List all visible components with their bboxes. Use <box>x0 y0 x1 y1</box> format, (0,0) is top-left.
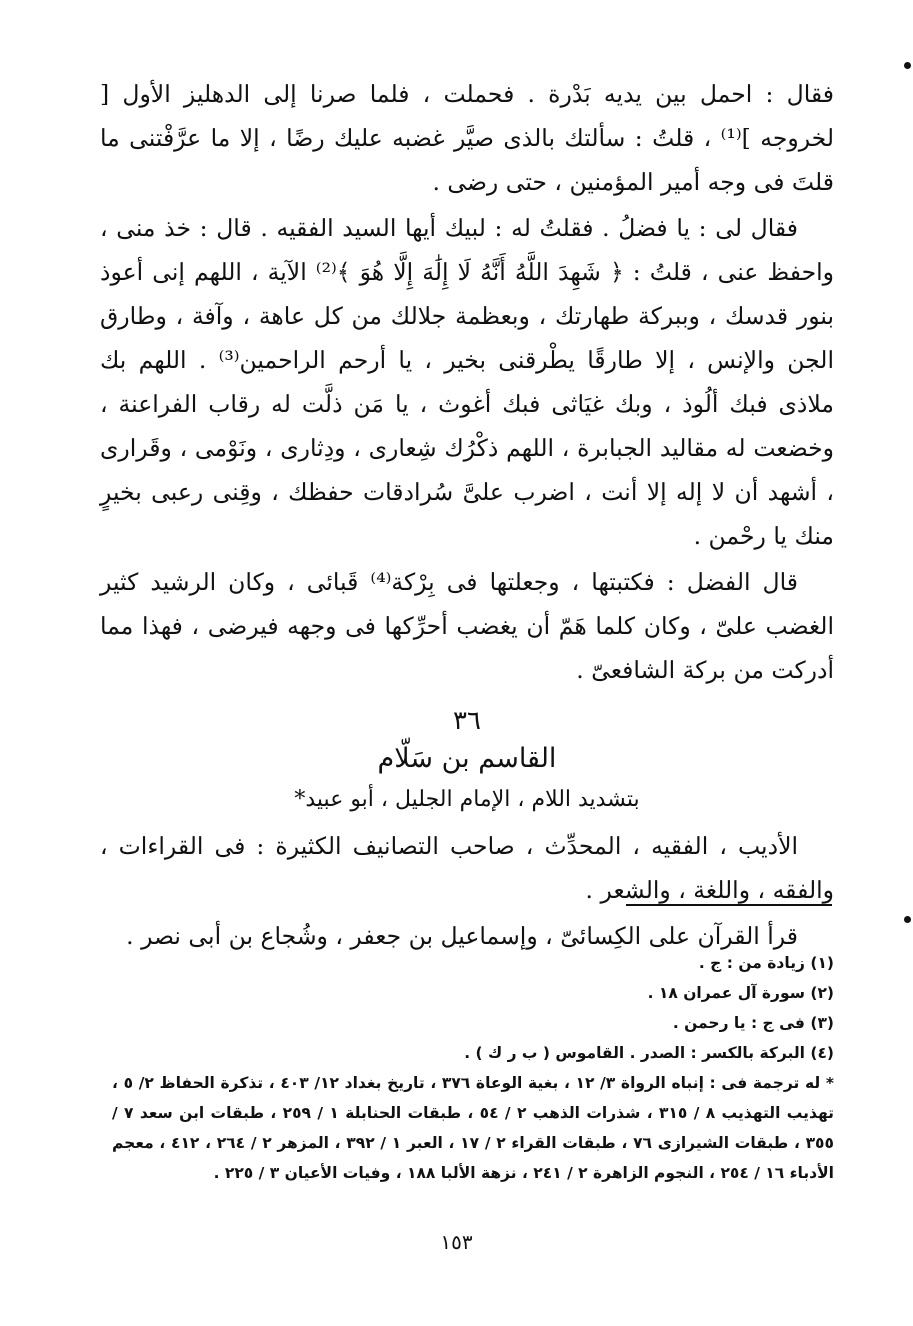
body-paragraph-2: فقال لى : يا فضلُ . فقلتُ له : لبيك أيها السيد الفقيه . قال : خذ منى ، واحفظ عنى ، قلتُ : ﴿ شَهِدَ اللَّهُ أَنَّهُ لَا إِلَٰهَ إِلَّا هُوَ ﴾⁽²⁾ الآية ، اللهم إنى أعوذ بنور قدسك ، وببركة طهارتك ، وبعظمة جلالك من كل عاهة ، وآفة ، وطارق الجن والإنس ، إلا طارقًا يطْرقنى بخير ، يا أرحم الراحمين⁽³⁾ . اللهم بك ملاذى فبك ألُوذ ، وبك غيَاثى فبك أغوث ، يا مَن ذلَّت له رقاب الفراعنة ، وخضعت له مقاليد الجبابرة ، اللهم ذكْرُك شِعارى ، ودِثارى ، ونَوْمى ، وقَرارى ، أشهد أن لا إله إلا أنت ، اضرب علىَّ سُرادقات حفظك ، وقِنى رعبى بخيرٍ منك يا رحْمن . <box>100 214 835 550</box>
footnote-divider <box>626 904 832 906</box>
page-number: ١٥٣ <box>440 1230 473 1254</box>
footnote-4: (٤) البركة بالكسر : الصدر . القاموس ( ب ر ك ) . <box>464 1044 834 1062</box>
footnote-2: (٢) سورة آل عمران ١٨ . <box>647 984 834 1002</box>
footnote-3: (٣) فى ج : يا رحمن . <box>672 1014 834 1032</box>
main-text <box>100 72 834 960</box>
body-paragraph-3: قال الفضل : فكتبتها ، وجعلتها فى بِرْكة⁽⁴⁾ قَبائى ، وكان الرشيد كثير الغضب علىّ ، وكان كلما هَمّ أن يغضب أحرِّكها فى وجهه فيرضى ، فهذا مما أدركت من بركة الشافعىّ . <box>100 568 834 684</box>
section-paragraph-1: الأديب ، الفقيه ، المحدِّث ، صاحب التصانيف الكثيرة : فى القراءات ، والفقه ، واللغة ، والشعر . <box>100 832 834 904</box>
section-subtitle: بتشديد اللام ، الإمام الجليل ، أبو عبيد* <box>294 787 640 812</box>
footnotes <box>112 948 834 1188</box>
section-paragraph-2: قرأ القرآن على الكِسائىّ ، وإسماعيل بن جعفر ، وشُجاع بن أبى نصر . <box>126 922 798 950</box>
footnote-1: (١) زيادة من : ج . <box>698 954 834 972</box>
margin-dot-top <box>904 62 911 69</box>
section-title: القاسم بن سَلّام <box>377 743 557 774</box>
body-paragraph-1: فقال : احمل بين يديه بَدْرة . فحملت ، فلما صرنا إلى الدهليز الأول [ لخروجه ]⁽¹⁾ ، قلتُ : سألتك بالذى صيَّر غضبه عليك رضًا ، إلا ما عرَّفْتنى ما قلتَ فى وجه أمير المؤمنين ، حتى رضى . <box>100 80 834 196</box>
footnote-biography-sources: * له ترجمة فى : إنباه الرواة ٣/ ١٢ ، بغية الوعاة ٣٧٦ ، تاريخ بغداد ١٢/ ٤٠٣ ، تذكرة الحفاظ ٢/ ٥ ، تهذيب التهذيب ٨ / ٣١٥ ، شذرات الذهب ٢ / ٥٤ ، طبقات الحنابلة ١ / ٢٥٩ ، طبقات ابن سعد ٧ / ٣٥٥ ، طبقات الشيرازى ٧٦ ، طبقات القراء ٢ / ١٧ ، العبر ١ / ٣٩٢ ، المزهر ٢ / ٢٦٤ ، ٤١٢ ، معجم الأدباء ١٦ / ٢٥٤ ، النجوم الزاهرة ٢ / ٢٤١ ، نزهة الألبا ١٨٨ ، وفيات الأعيان ٣ / ٢٢٥ . <box>112 1074 834 1182</box>
margin-dot-bottom <box>904 916 911 923</box>
section-number: ٣٦ <box>453 706 481 736</box>
